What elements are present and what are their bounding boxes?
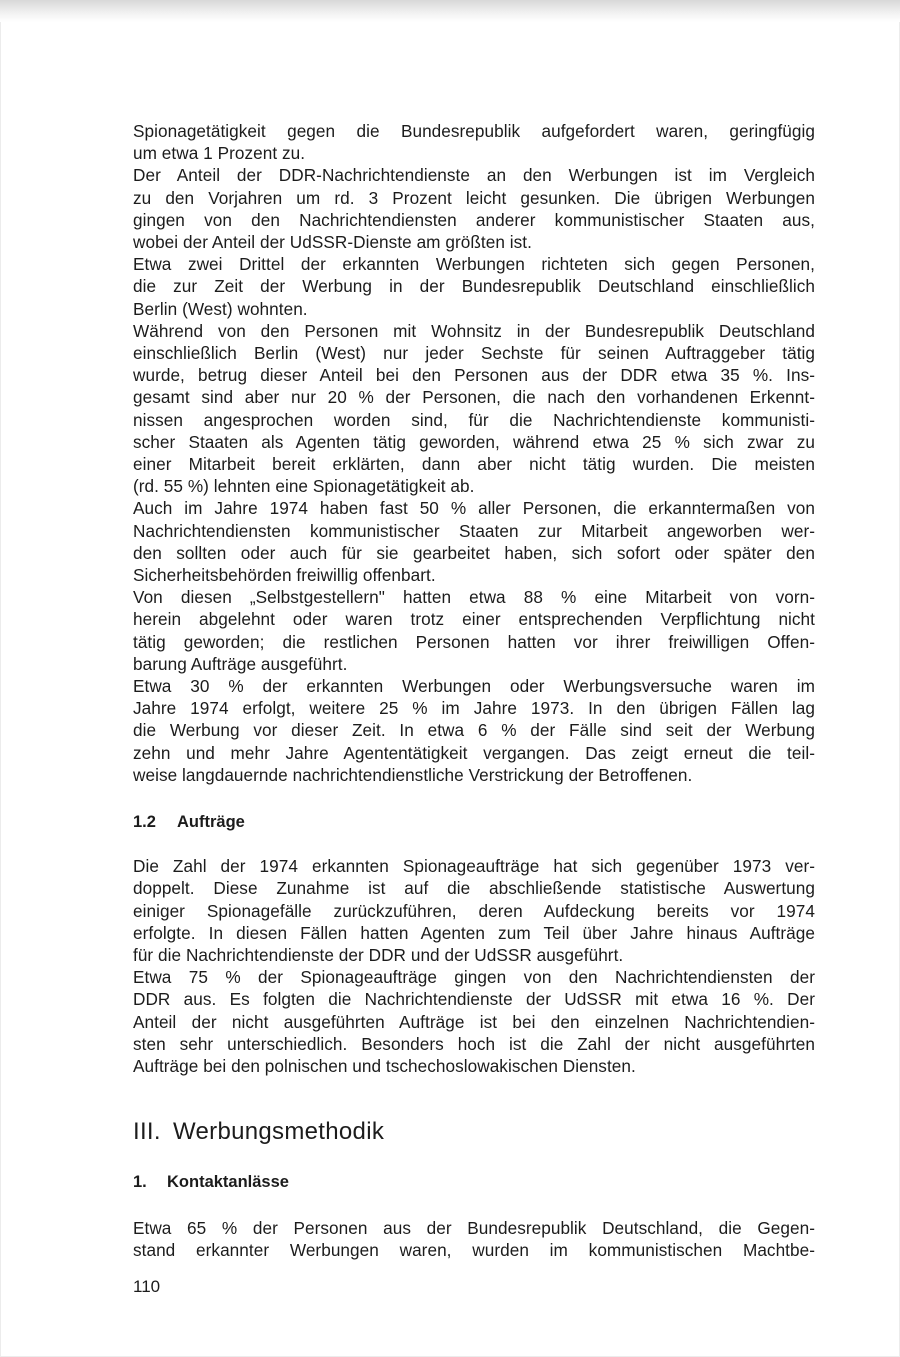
text-line: einschließlich Berlin (West) nur jeder Sechste für seinen Auftraggeber tätig	[133, 343, 815, 364]
text-line: zu den Vorjahren um rd. 3 Prozent leicht gesunken. Die übrigen Werbungen	[133, 187, 815, 208]
text-line: tätig geworden; die restlichen Personen hatten vor ihrer freiwilligen Offen-	[133, 631, 815, 652]
text-line: Auch im Jahre 1974 haben fast 50 % aller Personen, die erkanntermaßen von	[133, 498, 815, 519]
text-line: herein abgelehnt oder waren trotz einer entsprechenden Verpflichtung nicht	[133, 609, 815, 630]
text-line: erfolgte. In diesen Fällen hatten Agenten zum Teil über Jahre hinaus Aufträge	[133, 922, 815, 943]
page-content	[133, 120, 815, 1262]
text-line: weise langdauernde nachrichtendienstliche Verstrickung der Betroffenen.	[133, 764, 693, 785]
text-line: wobei der Anteil der UdSSR-Dienste am größten ist.	[133, 232, 532, 253]
text-line: Der Anteil der DDR-Nachrichtendienste an den Werbungen ist im Vergleich	[133, 165, 815, 186]
text-line: zehn und mehr Jahre Agententätigkeit vergangen. Das zeigt erneut die teil-	[133, 742, 815, 763]
text-line: scher Staaten als Agenten tätig geworden, während etwa 25 % sich zwar zu	[133, 431, 815, 452]
text-line: Etwa zwei Drittel der erkannten Werbungen richteten sich gegen Personen,	[133, 254, 815, 275]
text-line: wurde, betrug dieser Anteil bei den Personen aus der DDR etwa 35 %. Ins-	[133, 365, 815, 386]
section-number: 1.	[133, 1173, 147, 1192]
section-title: Aufträge	[177, 813, 245, 832]
section-title: Kontaktanlässe	[167, 1173, 289, 1192]
text-line: gesamt sind aber nur 20 % der Personen, die nach den vorhandenen Erkennt-	[133, 387, 815, 408]
text-line: Aufträge bei den polnischen und tschechoslowakischen Diensten.	[133, 1055, 636, 1076]
section-heading-3-1	[133, 1171, 815, 1193]
page-number: 110	[133, 1277, 161, 1296]
text-line: Etwa 75 % der Spionageaufträge gingen von den Nachrichtendiensten der	[133, 967, 815, 988]
text-line: Während von den Personen mit Wohnsitz in der Bundesrepublik Deutschland	[133, 320, 815, 341]
text-line: Berlin (West) wohnten.	[133, 298, 308, 319]
text-line: (rd. 55 %) lehnten eine Spionagetätigkeit ab.	[133, 476, 475, 497]
text-line: DDR aus. Es folgten die Nachrichtendienste der UdSSR mit etwa 16 %. Der	[133, 989, 815, 1010]
section-heading-1-2	[133, 811, 815, 833]
text-line: die Werbung vor dieser Zeit. In etwa 6 % der Fälle sind seit der Werbung	[133, 720, 815, 741]
text-line: barung Aufträge ausgeführt.	[133, 653, 348, 674]
text-line: Etwa 30 % der erkannten Werbungen oder Werbungsversuche waren im	[133, 676, 815, 697]
text-line: Von diesen „Selbstgestellern" hatten etwa 88 % eine Mitarbeit von vorn-	[133, 587, 815, 608]
section-number: 1.2	[133, 813, 156, 832]
text-line: Etwa 65 % der Personen aus der Bundesrepublik Deutschland, die Gegen-	[133, 1218, 815, 1239]
chapter-heading	[133, 1117, 815, 1147]
text-line: die zur Zeit der Werbung in der Bundesrepublik Deutschland einschließlich	[133, 276, 815, 297]
body-text-section-1-2	[133, 855, 815, 1077]
text-line: um etwa 1 Prozent zu.	[133, 143, 306, 164]
text-line: Sicherheitsbehörden freiwillig offenbart.	[133, 565, 436, 586]
text-line: Nachrichtendiensten kommunistischer Staaten zur Mitarbeit angeworben wer-	[133, 520, 815, 541]
text-line: einer Mitarbeit bereit erklärten, dann aber nicht tätig wurden. Die meisten	[133, 454, 815, 475]
text-line: für die Nachrichtendienste der DDR und der UdSSR ausgeführt.	[133, 944, 624, 965]
text-line: Die Zahl der 1974 erkannten Spionageaufträge hat sich gegenüber 1973 ver-	[133, 856, 815, 877]
text-line: sten sehr unterschiedlich. Besonders hoch ist die Zahl der nicht ausgeführten	[133, 1033, 815, 1054]
text-line: nissen angesprochen worden sind, für die Nachrichtendienste kommunisti-	[133, 409, 815, 430]
text-line: stand erkannter Werbungen waren, wurden im kommunistischen Machtbe-	[133, 1240, 815, 1261]
text-line: Anteil der nicht ausgeführten Aufträge ist bei den einzelnen Nachrichtendien-	[133, 1011, 815, 1032]
text-line: den sollten oder auch für sie gearbeitet haben, sich sofort oder später den	[133, 542, 815, 563]
scan-top-edge	[0, 0, 900, 22]
chapter-number: III.	[133, 1118, 161, 1146]
body-text-section-3-1	[133, 1217, 815, 1261]
text-line: gingen von den Nachrichtendiensten anderer kommunistischer Staaten aus,	[133, 209, 815, 230]
chapter-title: Werbungsmethodik	[173, 1118, 385, 1146]
body-text-section-1-1-continued	[133, 120, 815, 786]
text-line: einiger Spionagefälle zurückzuführen, deren Aufdeckung bereits vor 1974	[133, 900, 815, 921]
text-line: Spionagetätigkeit gegen die Bundesrepublik aufgefordert waren, geringfügig	[133, 121, 815, 141]
text-line: Jahre 1974 erfolgt, weitere 25 % im Jahre 1973. In den übrigen Fällen lag	[133, 698, 815, 719]
text-line: doppelt. Diese Zunahme ist auf die abschließende statistische Auswertung	[133, 878, 815, 899]
